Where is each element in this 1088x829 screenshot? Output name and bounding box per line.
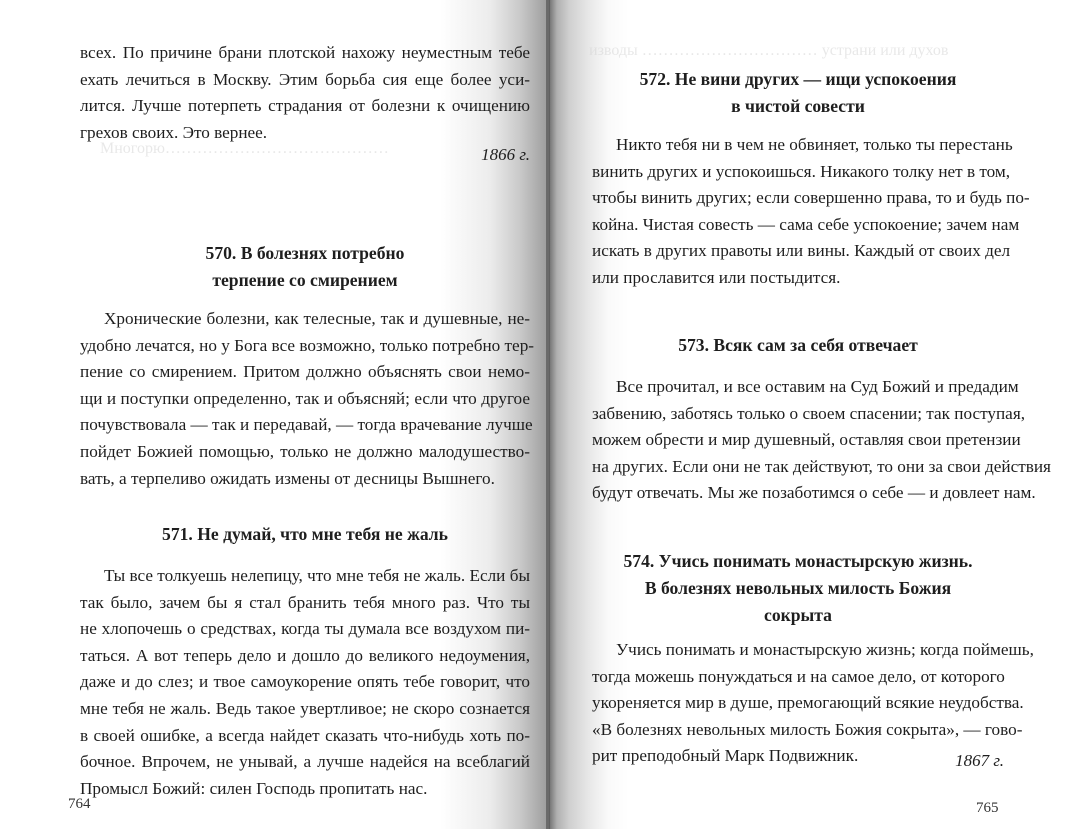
text-line: будут отвечать. Мы же позаботимся о себе — и довлеет нам. [592, 483, 1036, 503]
text-line: в своей ошибке, а всегда найдет сказать что-нибудь хоть по- [80, 725, 530, 745]
text-line: пойдет Божией помощью, только не должно малодушество- [80, 441, 530, 461]
page-number-right: 765 [976, 800, 999, 816]
letter-570-heading [80, 240, 530, 294]
text-line: Все прочитал, и все оставим на Суд Божий и предадим [616, 377, 1019, 396]
letter-date: 1867 г. [955, 751, 1004, 770]
text-line: рит преподобный Марк Подвижник. [592, 746, 859, 766]
heading-line: 573. Всяк сам за себя отвечает [678, 335, 918, 355]
bleed-through-text: изводы …………………………… устрани или духов [589, 42, 949, 59]
text-line: или прославится или постыдится. [592, 267, 841, 287]
text-line: ехать лечиться в Москву. Этим борьба сия еще более уси- [80, 69, 530, 89]
heading-line: 570. В болезнях потребно [205, 243, 405, 263]
heading-line: 571. Не думай, что мне тебя не жаль [162, 524, 448, 544]
text-line: даже и до слез; и твое самоукорение опять тебе говорит, что [80, 672, 530, 692]
text-line: тогда можешь понуждаться и на самое дело, от которого [592, 666, 1005, 686]
text-line: пение со смирением. Притом должно объяснять свои немо- [80, 362, 530, 382]
text-line: так было, зачем бы я стал бранить тебя много раз. Что ты [80, 592, 530, 612]
bleed-through-text: Многорю…………………………………… [100, 140, 389, 157]
heading-line: в чистой совести [731, 96, 865, 116]
text-line: мне тебя не жаль. Ведь такое увертливое; не скоро сознается [80, 698, 530, 718]
text-line: койна. Чистая совесть — сама себе успокоение; зачем нам [592, 214, 1020, 234]
heading-line: 574. Учись понимать монастырскую жизнь. [623, 551, 973, 571]
text-line: грехов своих. Это вернее. [80, 122, 268, 142]
letter-573-heading [592, 332, 1004, 359]
text-line: Ты все толкуешь нелепицу, что мне тебя не жаль. Если бы [104, 566, 530, 585]
text-line: «В болезнях невольных милость Божия сокрыта», — гово- [592, 719, 1023, 739]
letter-572-heading [592, 66, 1004, 120]
book-gutter [546, 0, 550, 829]
text-line: на других. Если они не так действуют, то они за свои действия [592, 456, 1051, 476]
text-line: Учись понимать и монастырскую жизнь; когда поймешь, [616, 640, 1034, 659]
text-line: Никто тебя ни в чем не обвиняет, только ты перестань [616, 135, 1013, 154]
letter-571-heading [80, 521, 530, 548]
text-line: искать в других правоты или вины. Каждый от своих дел [592, 241, 1011, 261]
page-number-left: 764 [68, 796, 91, 812]
letter-571-body [80, 563, 530, 802]
letter-date: 1866 г. [481, 145, 530, 164]
heading-line: В болезнях невольных милость Божия [644, 578, 952, 598]
letter-573-body [592, 374, 1051, 507]
heading-line: 572. Не вини других — ищи успокоения [639, 69, 957, 89]
text-line: почувствовала — так и передавай, — тогда врачевание лучше [80, 415, 533, 435]
continuation-paragraph [80, 40, 530, 146]
letter-570-body [80, 306, 535, 492]
text-line: удобно лечатся, но у Бога все возможно, только потребно тер- [80, 335, 535, 355]
text-line: Промысл Божий: силен Господь пропитать нас. [80, 778, 428, 798]
text-line: не хлопочешь о средствах, когда ты думала все воздухом пи- [80, 619, 530, 639]
text-line: бочное. Впрочем, не унывай, а лучше надейся на всеблагий [80, 752, 530, 772]
text-line: Хронические болезни, как телесные, так и душевные, не- [104, 309, 530, 328]
heading-line: терпение со смирением [212, 270, 398, 290]
text-line: можем обрести и мир душевный, оставляя свои претензии [592, 430, 1021, 450]
letter-574-heading [592, 548, 1004, 629]
text-line: щи и поступки определенно, так и объясняй; если что другое [80, 388, 530, 408]
text-line: всех. По причине брани плотской нахожу неуместным тебе [80, 43, 530, 62]
heading-line: сокрыта [764, 605, 832, 625]
text-line: чтобы винить других; если совершенно права, то и будь по- [592, 188, 1030, 208]
text-line: винить других и успокоишься. Никакого толку нет в том, [592, 161, 1011, 181]
text-line: забвению, заботясь только о своем спасении; так поступая, [592, 403, 1026, 423]
text-line: укореняется мир в душе, премогающий всякие неудобства. [592, 693, 1024, 713]
text-line: таться. А вот теперь дело и дошло до великого недоумения, [80, 645, 530, 665]
text-line: вать, а терпеливо ожидать измены от десницы Вышнего. [80, 468, 495, 488]
letter-572-body [592, 132, 1030, 292]
text-line: лится. Лучше потерпеть страдания от болезни к очищению [80, 96, 530, 116]
